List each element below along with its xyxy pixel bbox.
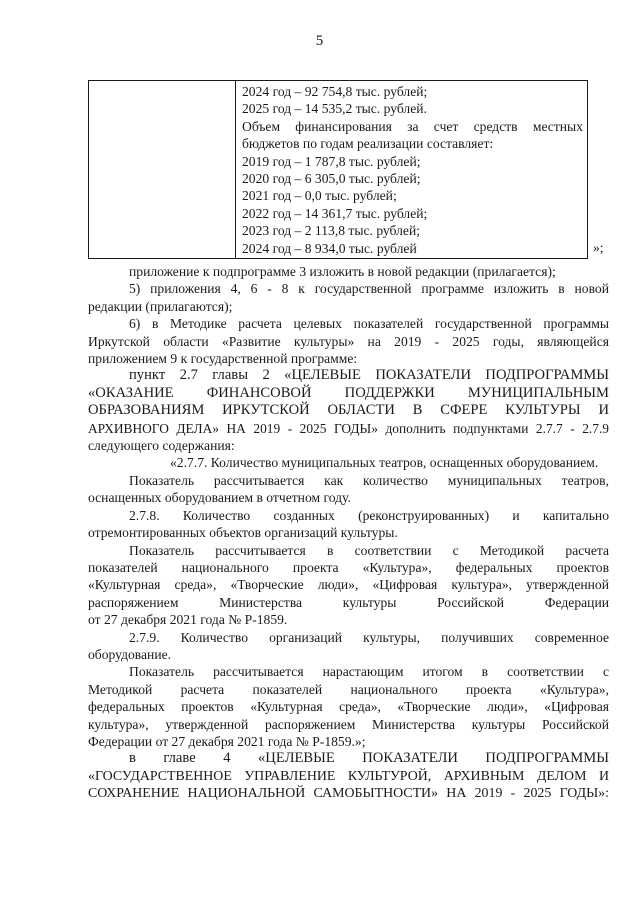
paragraph [88,542,609,629]
paragraph-line: следующего содержания: [88,438,235,454]
paragraph-line: оборудование. [88,646,172,662]
paragraph-line: 2.7.9. Количество организаций культуры, получивших современное [129,629,609,645]
paragraph-line: распоряжением Министерства культуры Российской Федерации [88,594,609,610]
paragraph-line: ОБРАЗОВАНИЯМ ИРКУТСКОЙ ОБЛАСТИ В СФЕРЕ КУЛЬТУРЫ И [88,402,609,419]
paragraph [88,263,609,280]
paragraph [88,454,609,471]
paragraph-line: Показатель рассчитывается в соответствии с Методикой расчета [129,542,609,558]
paragraph-line: культура», утвержденной распоряжением Министерства культуры Российской [88,716,609,732]
paragraph-line: АРХИВНОГО ДЕЛА» НА 2019 - 2025 ГОДЫ» дополнить подпунктами 2.7.7 - 2.7.9 [88,420,609,436]
table-cell-financing [236,81,588,259]
table-line: 2024 год – 8 934,0 тыс. рублей [242,240,417,256]
paragraph-line: федеральных проектов «Культурная среда», «Творческие люди», «Цифровая [88,699,609,715]
table-line: 2020 год – 6 305,0 тыс. рублей; [242,171,421,187]
table-line: Объем финансирования за счет средств местных [242,118,583,134]
paragraph [88,663,609,750]
page-number: 5 [315,33,324,49]
paragraph-line: 6) в Методике расчета целевых показателей государственной программы [129,316,609,332]
paragraph-line: редакции (прилагаются); [88,298,233,314]
paragraph-line: пункт 2.7 главы 2 «ЦЕЛЕВЫЕ ПОКАЗАТЕЛИ ПОДПРОГРАММЫ [129,367,609,384]
table-cell-empty [89,81,236,259]
table-line: 2025 год – 14 535,2 тыс. рублей. [242,101,427,117]
table-line: бюджетов по годам реализации составляет: [242,136,494,152]
paragraph [88,629,609,664]
paragraph-line: Показатель рассчитывается как количество муниципальных театров, [129,472,609,488]
table-line: 2022 год – 14 361,7 тыс. рублей; [242,205,428,221]
paragraph-line: 2.7.8. Количество созданных (реконструированных) и капитально [129,507,609,523]
paragraph [88,315,609,367]
table-line: 2019 год – 1 787,8 тыс. рублей; [242,153,421,169]
paragraph [88,472,609,507]
paragraph [88,507,609,542]
paragraph-line: Методикой расчета показателей национального проекта «Культура», [88,681,609,697]
paragraph-line: СОХРАНЕНИЕ НАЦИОНАЛЬНОЙ САМОБЫТНОСТИ» НА 2019 - 2025 ГОДЫ»: [88,786,609,802]
body-text [88,263,609,803]
table-line: 2024 год – 92 754,8 тыс. рублей; [242,84,428,99]
paragraph-line: 5) приложения 4, 6 - 8 к государственной программе изложить в новой [129,281,609,297]
paragraph-text: приложение к подпрограмме 3 изложить в новой редакции (прилагается); [129,264,556,279]
paragraph-line: «ГОСУДАРСТВЕННОЕ УПРАВЛЕНИЕ КУЛЬТУРОЙ, АРХИВНЫМ ДЕЛОМ И [88,768,609,784]
paragraph-line: «Культурная среда», «Творческие люди», «Цифровая культура», утвержденной [88,577,609,593]
paragraph [88,750,609,802]
paragraph-line: оснащенных оборудованием в отчетном году. [88,490,351,506]
paragraph-line: «2.7.7. Количество муниципальных театров, оснащенных оборудованием. [170,455,599,471]
paragraph-line: показателей национального проекта «Культура», федеральных проектов [88,559,609,575]
paragraph-line: в главе 4 «ЦЕЛЕВЫЕ ПОКАЗАТЕЛИ ПОДПРОГРАММЫ [129,750,609,767]
paragraph-line: приложением 9 к государственной программе: [88,351,358,367]
paragraph-line: Иркутской области «Развитие культуры» на 2019 - 2025 годы, являющейся [88,333,609,349]
table-row [89,81,588,259]
table-closing-quote: »; [593,240,604,255]
financing-table [88,80,588,259]
table-line: 2023 год – 2 113,8 тыс. рублей; [242,223,420,239]
paragraph-line: Федерации от 27 декабря 2021 года № Р-1859.»; [88,733,366,749]
paragraph [88,280,609,315]
paragraph-line: «ОКАЗАНИЕ ФИНАНСОВОЙ ПОДДЕРЖКИ МУНИЦИПАЛЬНЫМ [88,384,609,401]
paragraph-line: от 27 декабря 2021 года № Р-1859. [88,612,288,628]
paragraph-line: отремонтированных объектов организаций культуры. [88,525,398,541]
table-line: 2021 год – 0,0 тыс. рублей; [242,188,397,204]
paragraph-line: Показатель рассчитывается нарастающим итогом в соответствии с [129,664,609,680]
paragraph [88,367,609,454]
